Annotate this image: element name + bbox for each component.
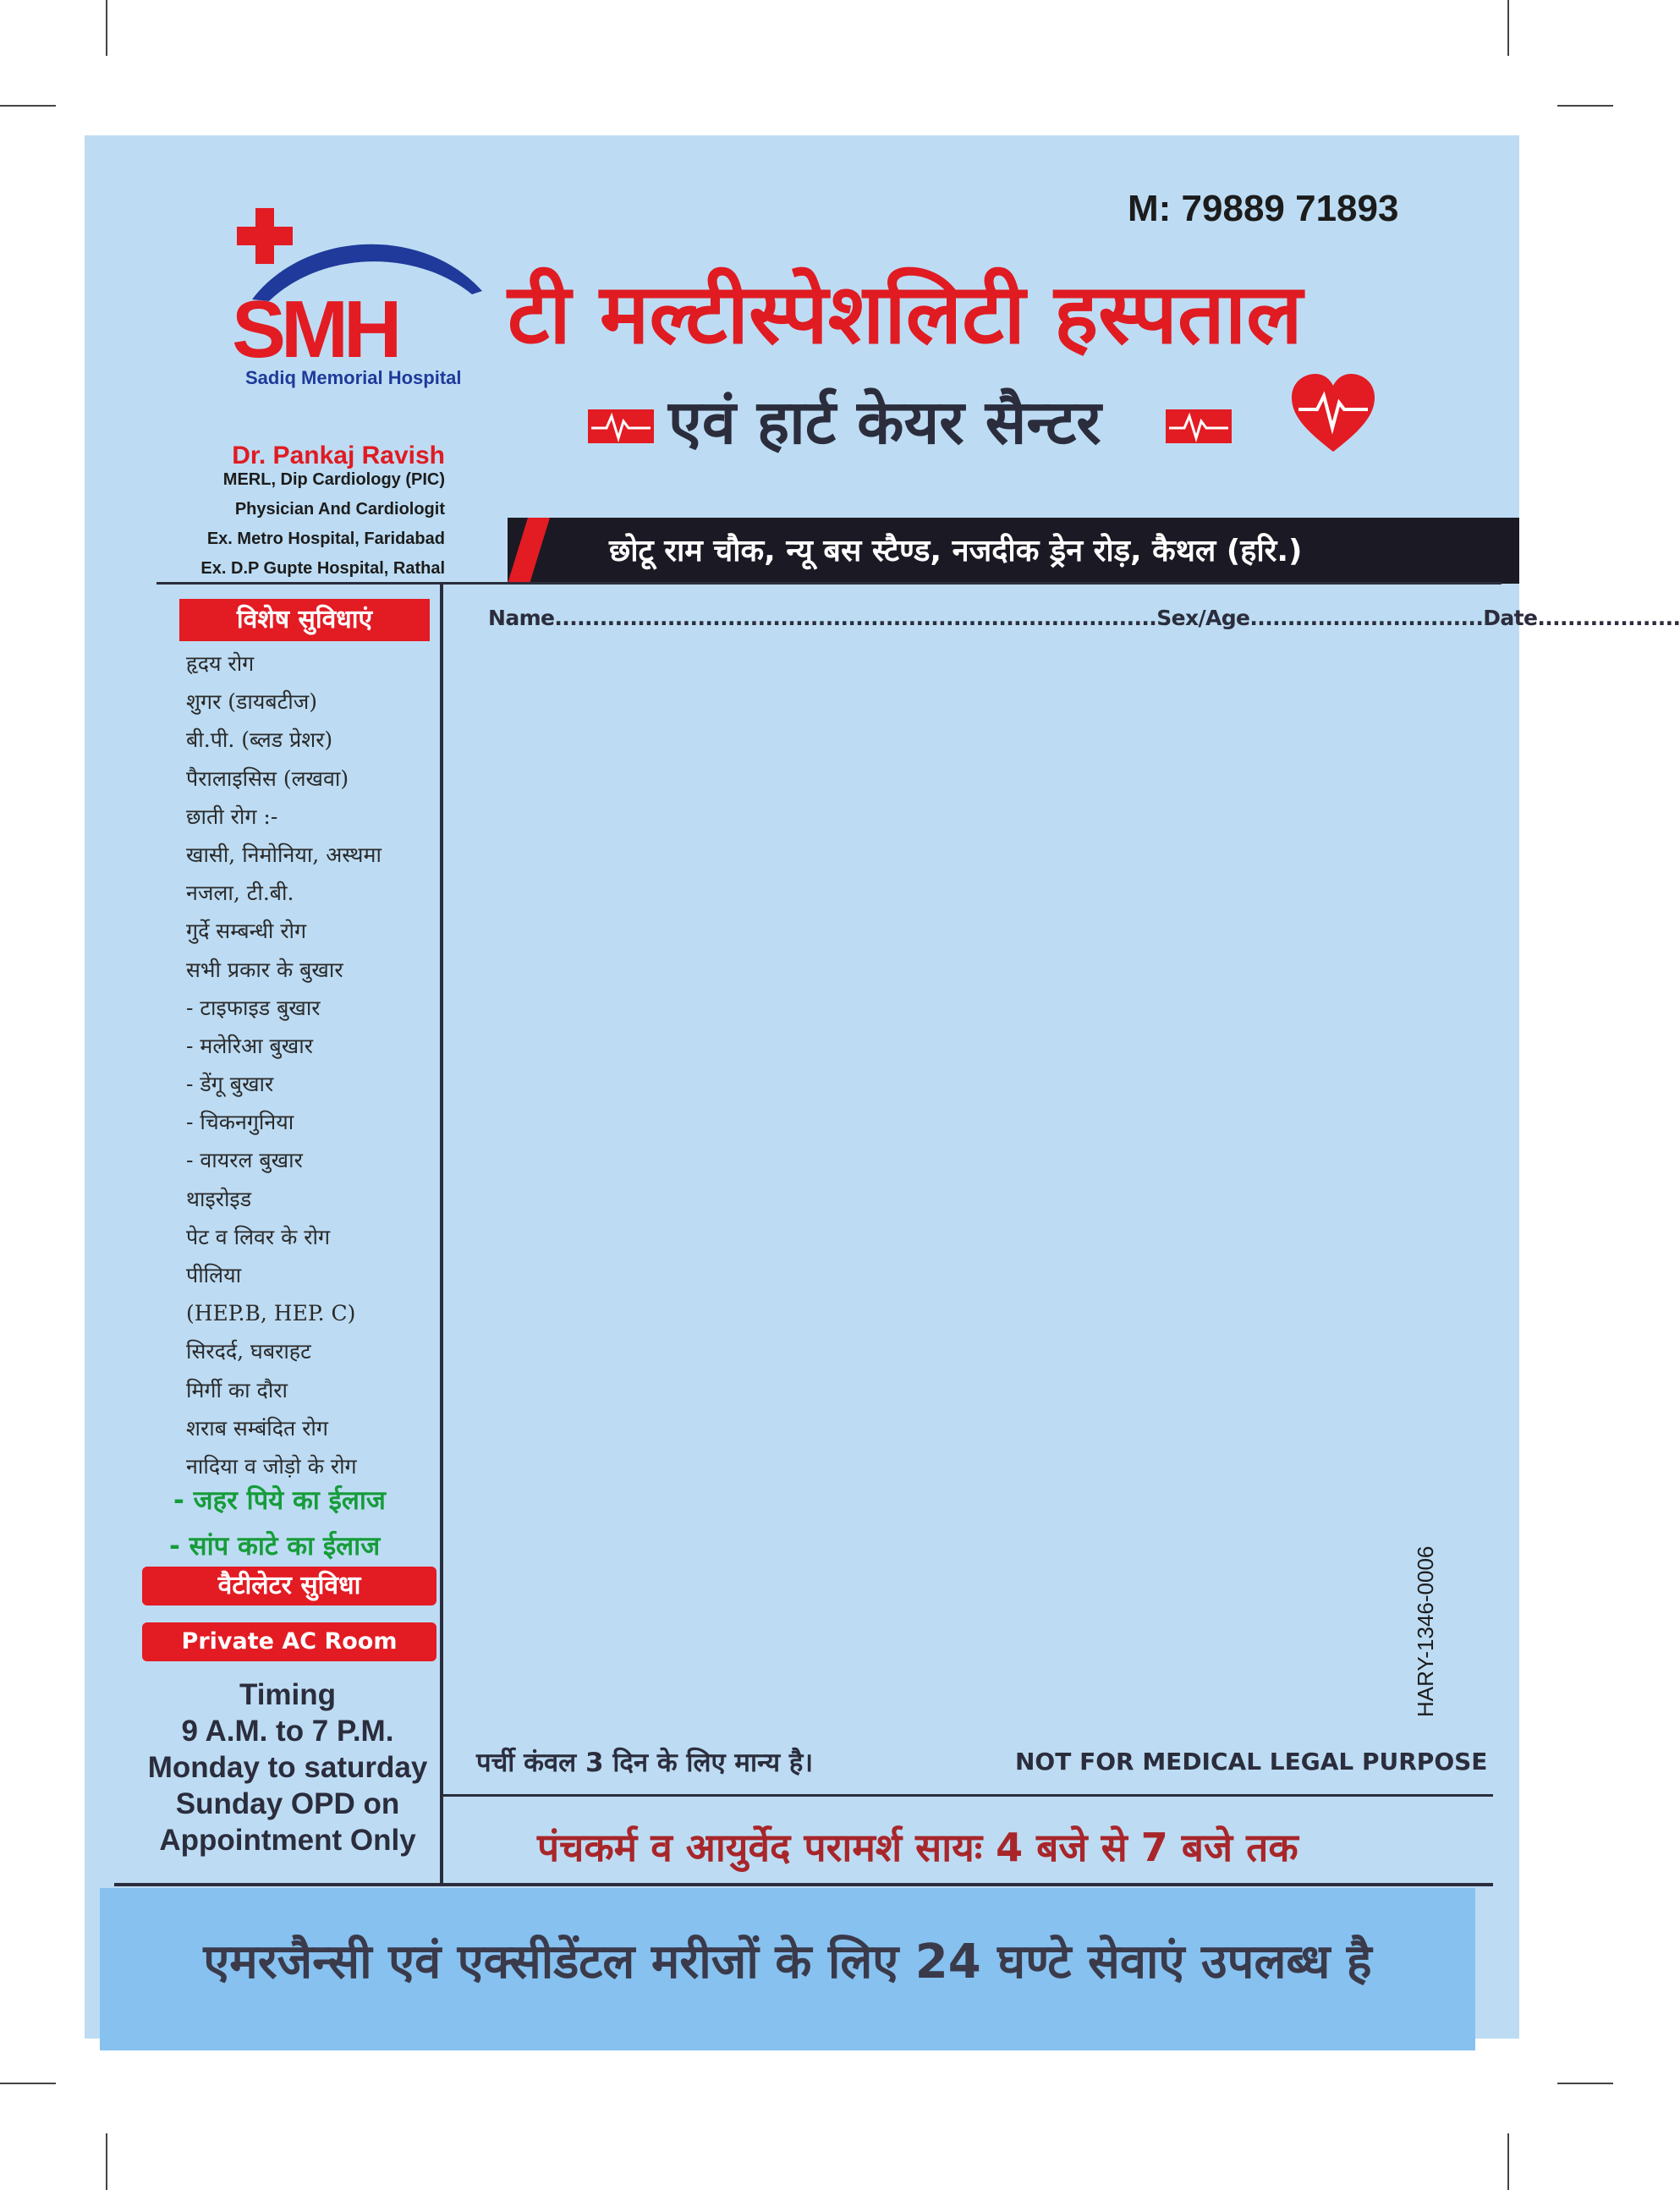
crop-mark <box>1557 105 1613 107</box>
list-item: - मलेरिआ बुखार <box>186 1033 313 1058</box>
snakebite-treatment: - सांप काटे का ईलाज <box>169 1531 381 1562</box>
doctor-detail: Ex. D.P Gupte Hospital, Rathal <box>200 559 445 578</box>
list-item: पेट व लिवर के रोग <box>186 1224 331 1249</box>
date-label: Date <box>1483 606 1538 630</box>
timing-line: Monday to saturday <box>147 1751 428 1784</box>
timing-line: 9 A.M. to 7 P.M. <box>181 1715 394 1748</box>
registration-number: HARY-1346-0006 <box>1413 1545 1438 1717</box>
crop-mark <box>1507 2133 1509 2190</box>
ac-room-badge: Private AC Room <box>142 1622 436 1661</box>
crop-mark <box>106 2133 107 2190</box>
list-item: - डेंगू बुखार <box>186 1072 274 1097</box>
legal-note: NOT FOR MEDICAL LEGAL PURPOSE <box>1015 1748 1488 1776</box>
footer-divider <box>442 1794 1493 1797</box>
poison-treatment: - जहर पिये का ईलाज <box>173 1485 386 1516</box>
list-item: पीलिया <box>186 1263 242 1287</box>
list-item: छाती रोग :- <box>186 804 278 829</box>
ventilator-badge: वैटीलेटर सुविधा <box>142 1567 436 1605</box>
hospital-logo <box>227 206 489 392</box>
list-item: खासी, निमोनिया, अस्थमा <box>186 842 382 867</box>
footer-divider <box>114 1883 1493 1886</box>
phone-number: M: 79889 71893 <box>1128 188 1399 229</box>
heart-pulse-icon <box>1290 372 1376 455</box>
doctor-detail: Physician And Cardiologit <box>234 500 445 519</box>
list-item: (HEP.B, HEP. C) <box>186 1301 356 1326</box>
name-field[interactable]: ................................................................................ <box>554 606 1157 630</box>
hospital-address: छोटू राम चौक, न्यू बस स्टैण्ड, नजदीक ड्रेन रोड़, कैथल (हरि.) <box>609 534 1303 568</box>
emergency-text: एमरजैन्सी एवं एक्सीडेंटल मरीजों के लिए 24 घण्टे सेवाएं उपलब्ध है <box>203 1935 1372 1990</box>
timing-line: Sunday OPD on <box>175 1787 400 1820</box>
crop-mark <box>0 2083 56 2084</box>
hospital-subtitle: एवं हार्ट केयर सैन्टर <box>668 387 1101 458</box>
doctor-detail: Ex. Metro Hospital, Faridabad <box>206 530 445 548</box>
special-services-heading: विशेष सुविधाएं <box>179 599 430 641</box>
list-item: हृदय रोग <box>186 651 255 676</box>
services-list <box>186 645 382 1485</box>
doctor-name: Dr. Pankaj Ravish <box>232 442 445 469</box>
list-item: शुगर (डायबटीज) <box>186 689 318 715</box>
list-item: शराब सम्बंदित रोग <box>186 1415 328 1441</box>
logo-letters: SMH <box>232 284 398 375</box>
ecg-line-icon <box>588 409 654 443</box>
list-item: पैरालाइसिस (लखवा) <box>186 766 349 791</box>
logo-name: Sadiq Memorial Hospital <box>245 367 462 388</box>
list-item: गुर्दे सम्बन्धी रोग <box>186 919 307 944</box>
opd-timing <box>135 1677 440 1858</box>
list-item: मिर्गी का दौरा <box>186 1377 288 1402</box>
list-item: बी.पी. (ब्लड प्रेशर) <box>186 727 333 753</box>
list-item: - वायरल बुखार <box>186 1148 303 1173</box>
timing-line: Appointment Only <box>159 1824 416 1857</box>
timing-heading: Timing <box>239 1678 337 1711</box>
validity-note: पर्ची कंवल 3 दिन के लिए मान्य है। <box>476 1748 814 1778</box>
sex-age-field[interactable]: ............................... <box>1249 606 1484 630</box>
doctor-info <box>152 442 445 579</box>
crop-mark <box>1557 2083 1613 2084</box>
hospital-title: टी मल्टीस्पेशलिटी हस्पताल <box>508 266 1303 363</box>
list-item: - चिकनगुनिया <box>186 1110 294 1135</box>
crop-mark <box>106 0 107 56</box>
name-label: Name <box>488 606 555 630</box>
list-item: सिरदर्द, घबराहट <box>186 1339 311 1364</box>
crop-mark <box>0 105 56 107</box>
crop-mark <box>1507 0 1509 56</box>
sidebar-divider <box>440 584 443 1886</box>
doctor-detail: MERL, Dip Cardiology (PIC) <box>222 470 445 489</box>
ayurveda-note: पंचकर्म व आयुर्वेद परामर्श सायः 4 बजे से 7 बजे तक <box>537 1825 1298 1870</box>
header-divider <box>156 582 1502 585</box>
date-field[interactable]: ................... <box>1537 606 1680 630</box>
list-item: थाइरोइड <box>186 1186 252 1211</box>
patient-details-line <box>488 606 1680 630</box>
list-item: - टाइफाइड बुखार <box>186 995 321 1020</box>
list-item: नादिया व जोड़ो के रोग <box>186 1453 357 1479</box>
address-bar-accent <box>508 518 558 584</box>
ecg-line-icon <box>1166 409 1232 443</box>
list-item: नजला, टी.बी. <box>186 881 294 906</box>
medical-cross-icon <box>237 208 293 264</box>
list-item: सभी प्रकार के बुखार <box>186 957 343 982</box>
sex-age-label: Sex/Age <box>1156 606 1250 630</box>
